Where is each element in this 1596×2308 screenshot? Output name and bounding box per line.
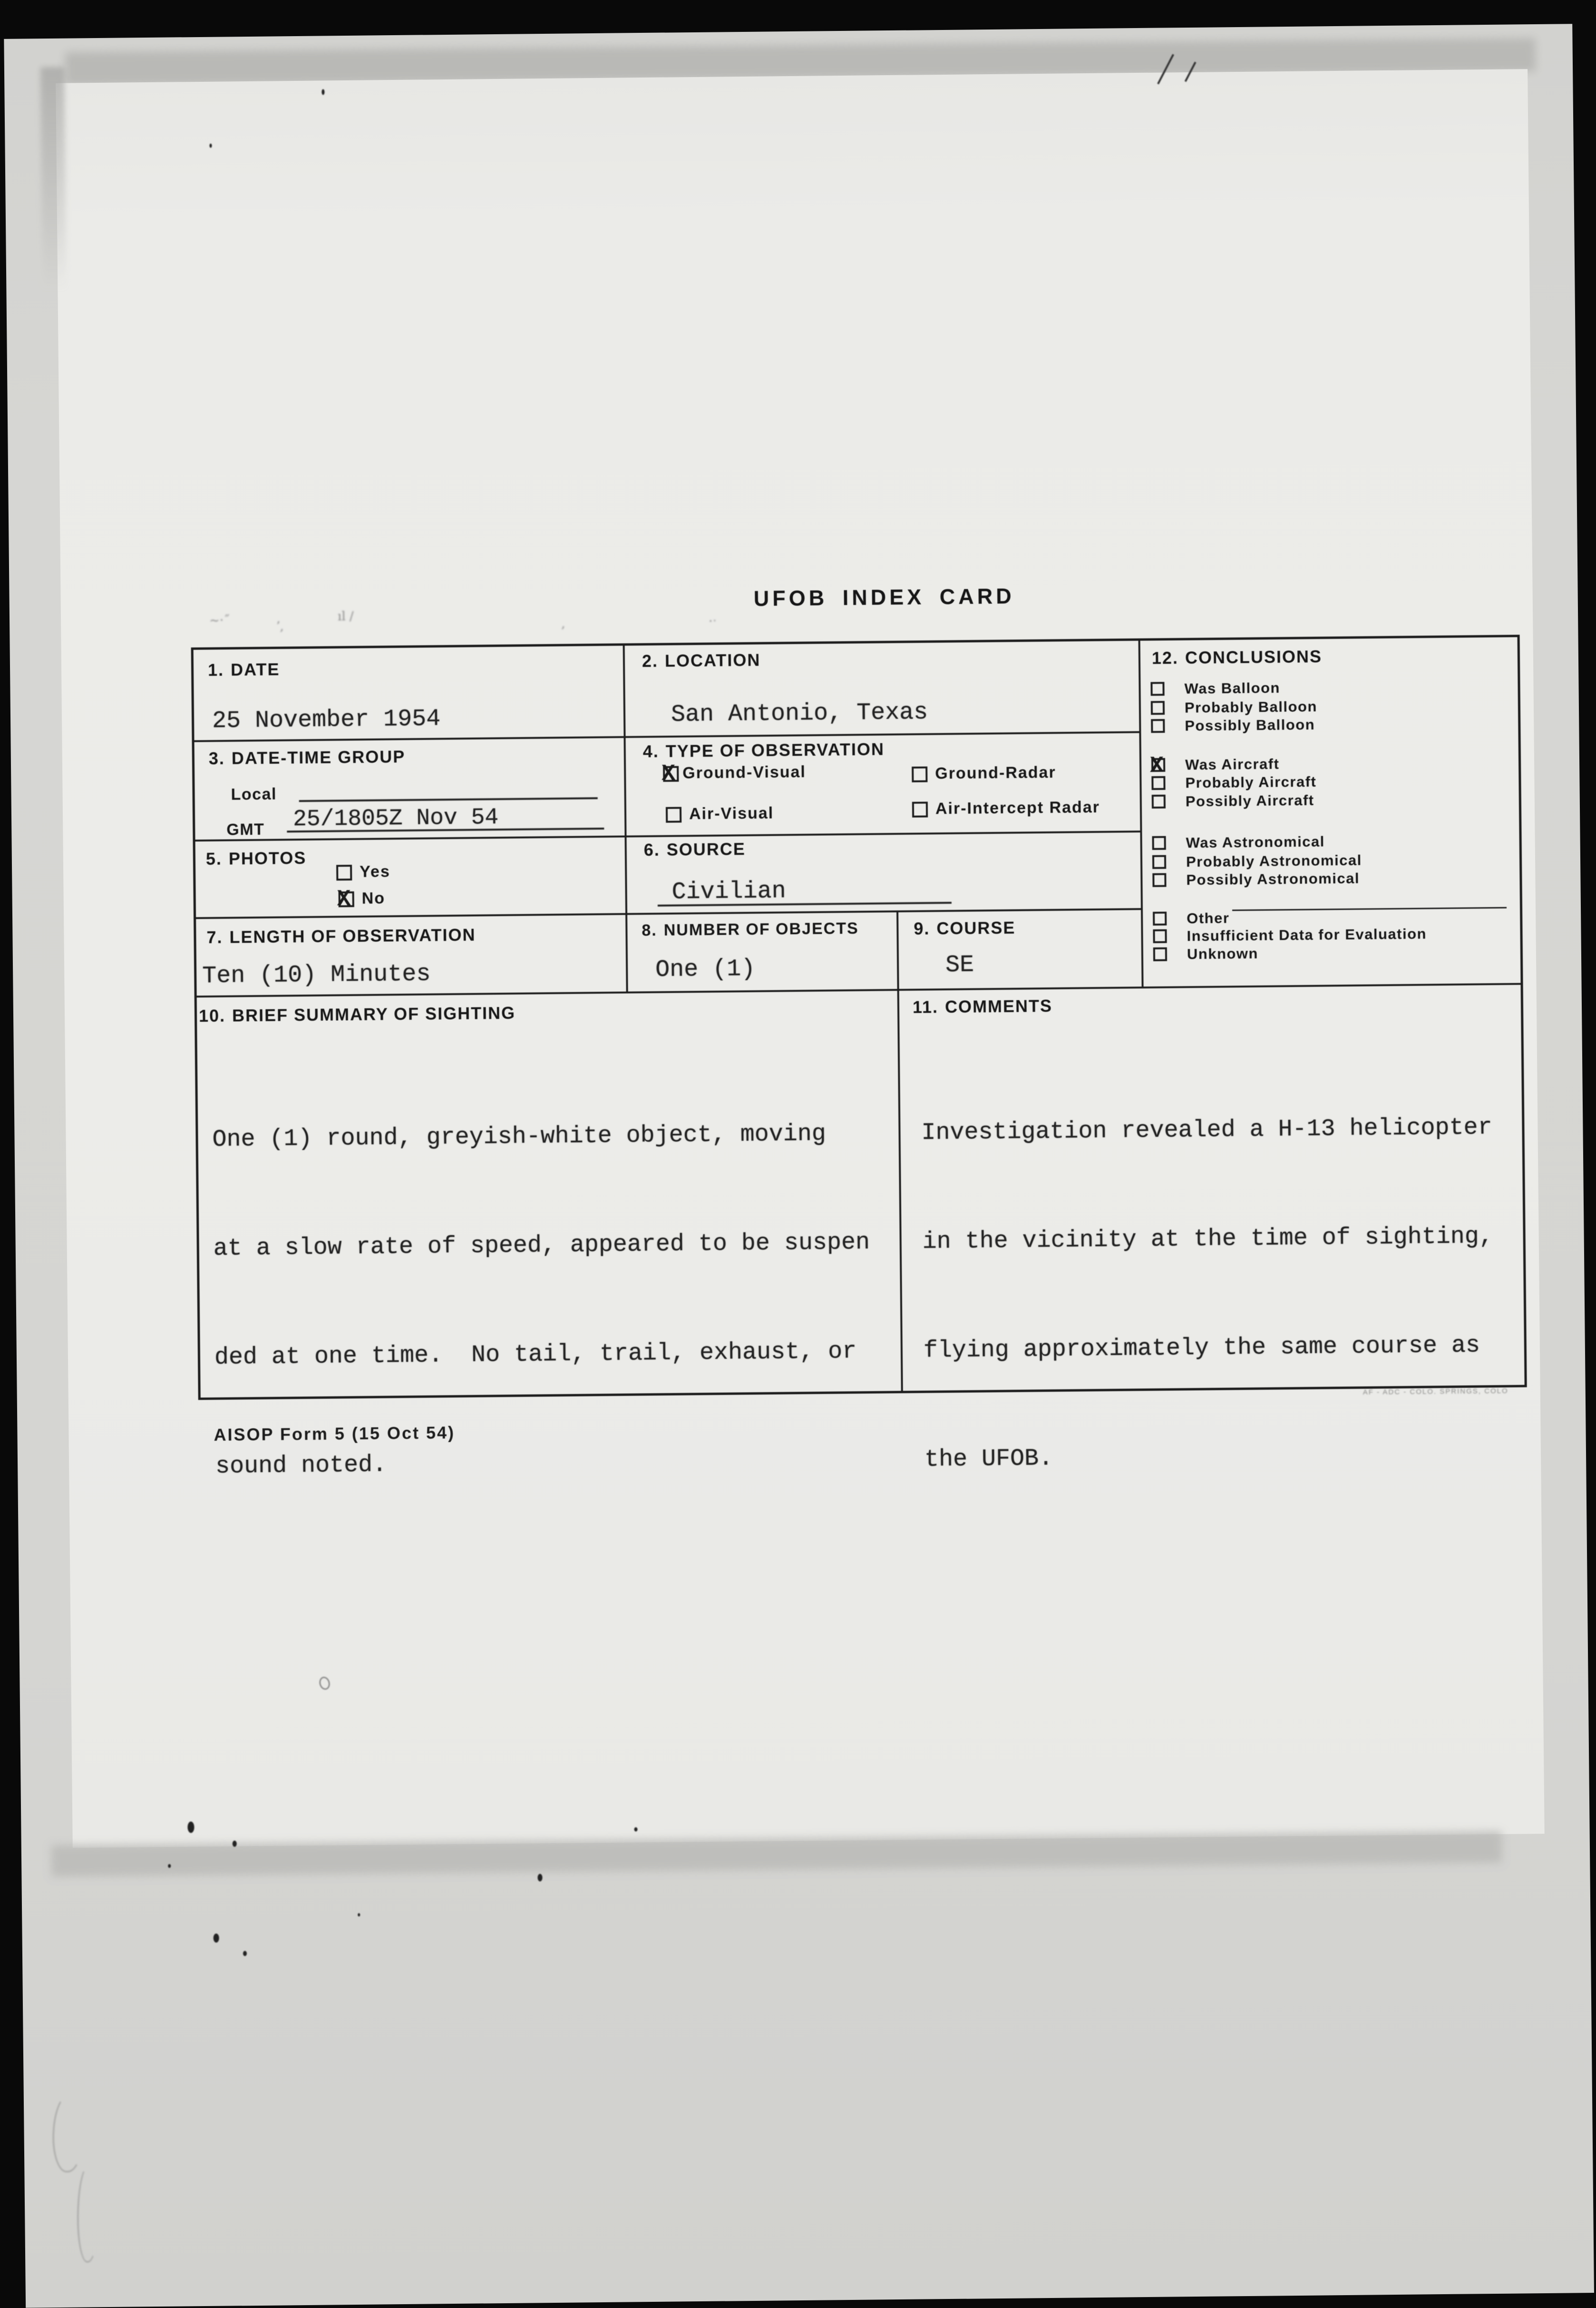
checkbox-ground-radar: Ground-Radar [912, 763, 1056, 783]
checkbox-icon [1152, 855, 1166, 869]
field-label: LOCATION [664, 650, 761, 671]
checkbox-icon [1153, 912, 1167, 926]
checkbox-icon [1152, 873, 1166, 887]
field-course [898, 910, 1144, 991]
field-date-time-group [195, 738, 627, 841]
date-value: 25 November 1954 [212, 705, 441, 735]
field-label: CONCLUSIONS [1185, 646, 1323, 668]
pencil-scribble: ·ˑ [709, 614, 717, 629]
field-number: 2. [642, 651, 659, 671]
field-number: 12. [1151, 648, 1179, 668]
field-label: NUMBER OF OBJECTS [663, 919, 859, 939]
checkbox-other: Other [1153, 907, 1508, 928]
checkbox-icon [336, 865, 352, 880]
checkbox-photos-no: X No [339, 889, 386, 908]
field-date [194, 645, 626, 742]
checkbox-probably-astronomical: Probably Astronomical [1152, 851, 1508, 871]
checkbox-ground-visual: X Ground-Visual [663, 763, 806, 783]
field-label: DATE [230, 659, 280, 680]
checkbox-icon [1150, 682, 1164, 696]
checkbox-icon [663, 766, 679, 782]
field-label: DATE-TIME GROUP [231, 746, 406, 768]
field-label: TYPE OF OBSERVATION [665, 739, 885, 761]
field-label: LENGTH OF OBSERVATION [229, 925, 476, 947]
checkbox-icon [1151, 758, 1165, 772]
checkbox-icon [912, 766, 927, 782]
photo-paper [4, 24, 1594, 2308]
checkbox-was-balloon: Was Balloon [1150, 677, 1506, 698]
checkbox-air-visual: Air-Visual [666, 804, 774, 823]
checkbox-insufficient-data: Insufficient Data for Evaluation [1153, 925, 1508, 945]
checkbox-unknown: Unknown [1153, 943, 1509, 963]
checkbox-possibly-aircraft: Possibly Aircraft [1152, 790, 1508, 811]
comments-text: Investigation revealed a H-13 helicopter in the vicinity at the time of sighting, flying approximately the same course as the UFOB. [921, 1114, 1494, 1474]
checkbox-icon [666, 807, 681, 822]
checkbox-icon [1152, 795, 1166, 809]
field-number: 6. [643, 840, 660, 860]
length-value: Ten (10) Minutes [202, 960, 431, 990]
summary-text: One (1) round, greyish-white object, moving at a slow rate of speed, appeared to be suspen ded at one time. No tail, trail, exhaust, or sound noted. [212, 1120, 870, 1480]
checkbox-air-intercept-radar: Air-Intercept Radar [912, 798, 1100, 819]
field-number: 7. [206, 927, 223, 947]
checkbox-icon [1151, 719, 1165, 733]
pencil-scribble: ~·˝ [209, 613, 230, 628]
field-number: 3. [208, 748, 225, 768]
checkbox-icon [1153, 948, 1167, 961]
source-value: Civilian [671, 878, 786, 906]
checkbox-was-aircraft: X Was Aircraft [1151, 753, 1507, 774]
checkbox-possibly-balloon: Possibly Balloon [1151, 714, 1507, 735]
field-number: 10. [198, 1006, 226, 1026]
field-source [627, 832, 1143, 915]
checkbox-photos-yes: Yes [336, 862, 390, 881]
gmt-value: 25/1805Z Nov 54 [292, 804, 499, 833]
gmt-label: GMT [226, 820, 265, 839]
field-label: BRIEF SUMMARY OF SIGHTING [232, 1003, 516, 1026]
field-type-of-observation [626, 733, 1142, 837]
field-number: 5. [205, 849, 223, 869]
field-location [625, 641, 1141, 738]
pencil-scribble: ʼ, [276, 619, 284, 634]
printer-note: AF - ADC - COLO. SPRINGS, COLO [1362, 1387, 1508, 1397]
checkbox-icon [339, 891, 354, 907]
field-label: COURSE [936, 918, 1016, 939]
field-length-of-observation [196, 915, 628, 998]
checkbox-icon [1151, 701, 1165, 715]
field-number: 9. [914, 919, 930, 939]
field-label: COMMENTS [944, 996, 1053, 1017]
checkbox-icon [1153, 929, 1167, 943]
checkbox-probably-balloon: Probably Balloon [1151, 696, 1507, 717]
field-number: 8. [642, 921, 657, 940]
field-number: 1. [207, 660, 224, 680]
field-number: 11. [912, 997, 939, 1017]
location-value: San Antonio, Texas [671, 699, 928, 729]
form-id: AISOP Form 5 (15 Oct 54) [214, 1422, 456, 1445]
course-value: SE [945, 951, 974, 979]
field-label: SOURCE [666, 839, 746, 860]
objects-value: One (1) [655, 955, 756, 984]
printed-document [4, 24, 1594, 2308]
field-number-of-objects [627, 912, 899, 993]
local-blank-line [299, 797, 598, 802]
checkbox-probably-aircraft: Probably Aircraft [1151, 772, 1507, 792]
checkbox-was-astronomical: Was Astronomical [1152, 831, 1508, 852]
checkbox-icon [1151, 776, 1165, 790]
field-photos [195, 837, 628, 919]
checkbox-possibly-astronomical: Possibly Astronomical [1152, 869, 1508, 889]
pencil-scribble: , [561, 616, 565, 631]
checkbox-icon [912, 802, 928, 817]
local-label: Local [231, 785, 277, 804]
field-label: PHOTOS [228, 848, 307, 869]
pencil-scribble: ıl / [337, 609, 354, 624]
field-number: 4. [642, 741, 660, 762]
card-title: UFOB INDEX CARD [753, 584, 1015, 611]
checkbox-icon [1152, 836, 1166, 850]
